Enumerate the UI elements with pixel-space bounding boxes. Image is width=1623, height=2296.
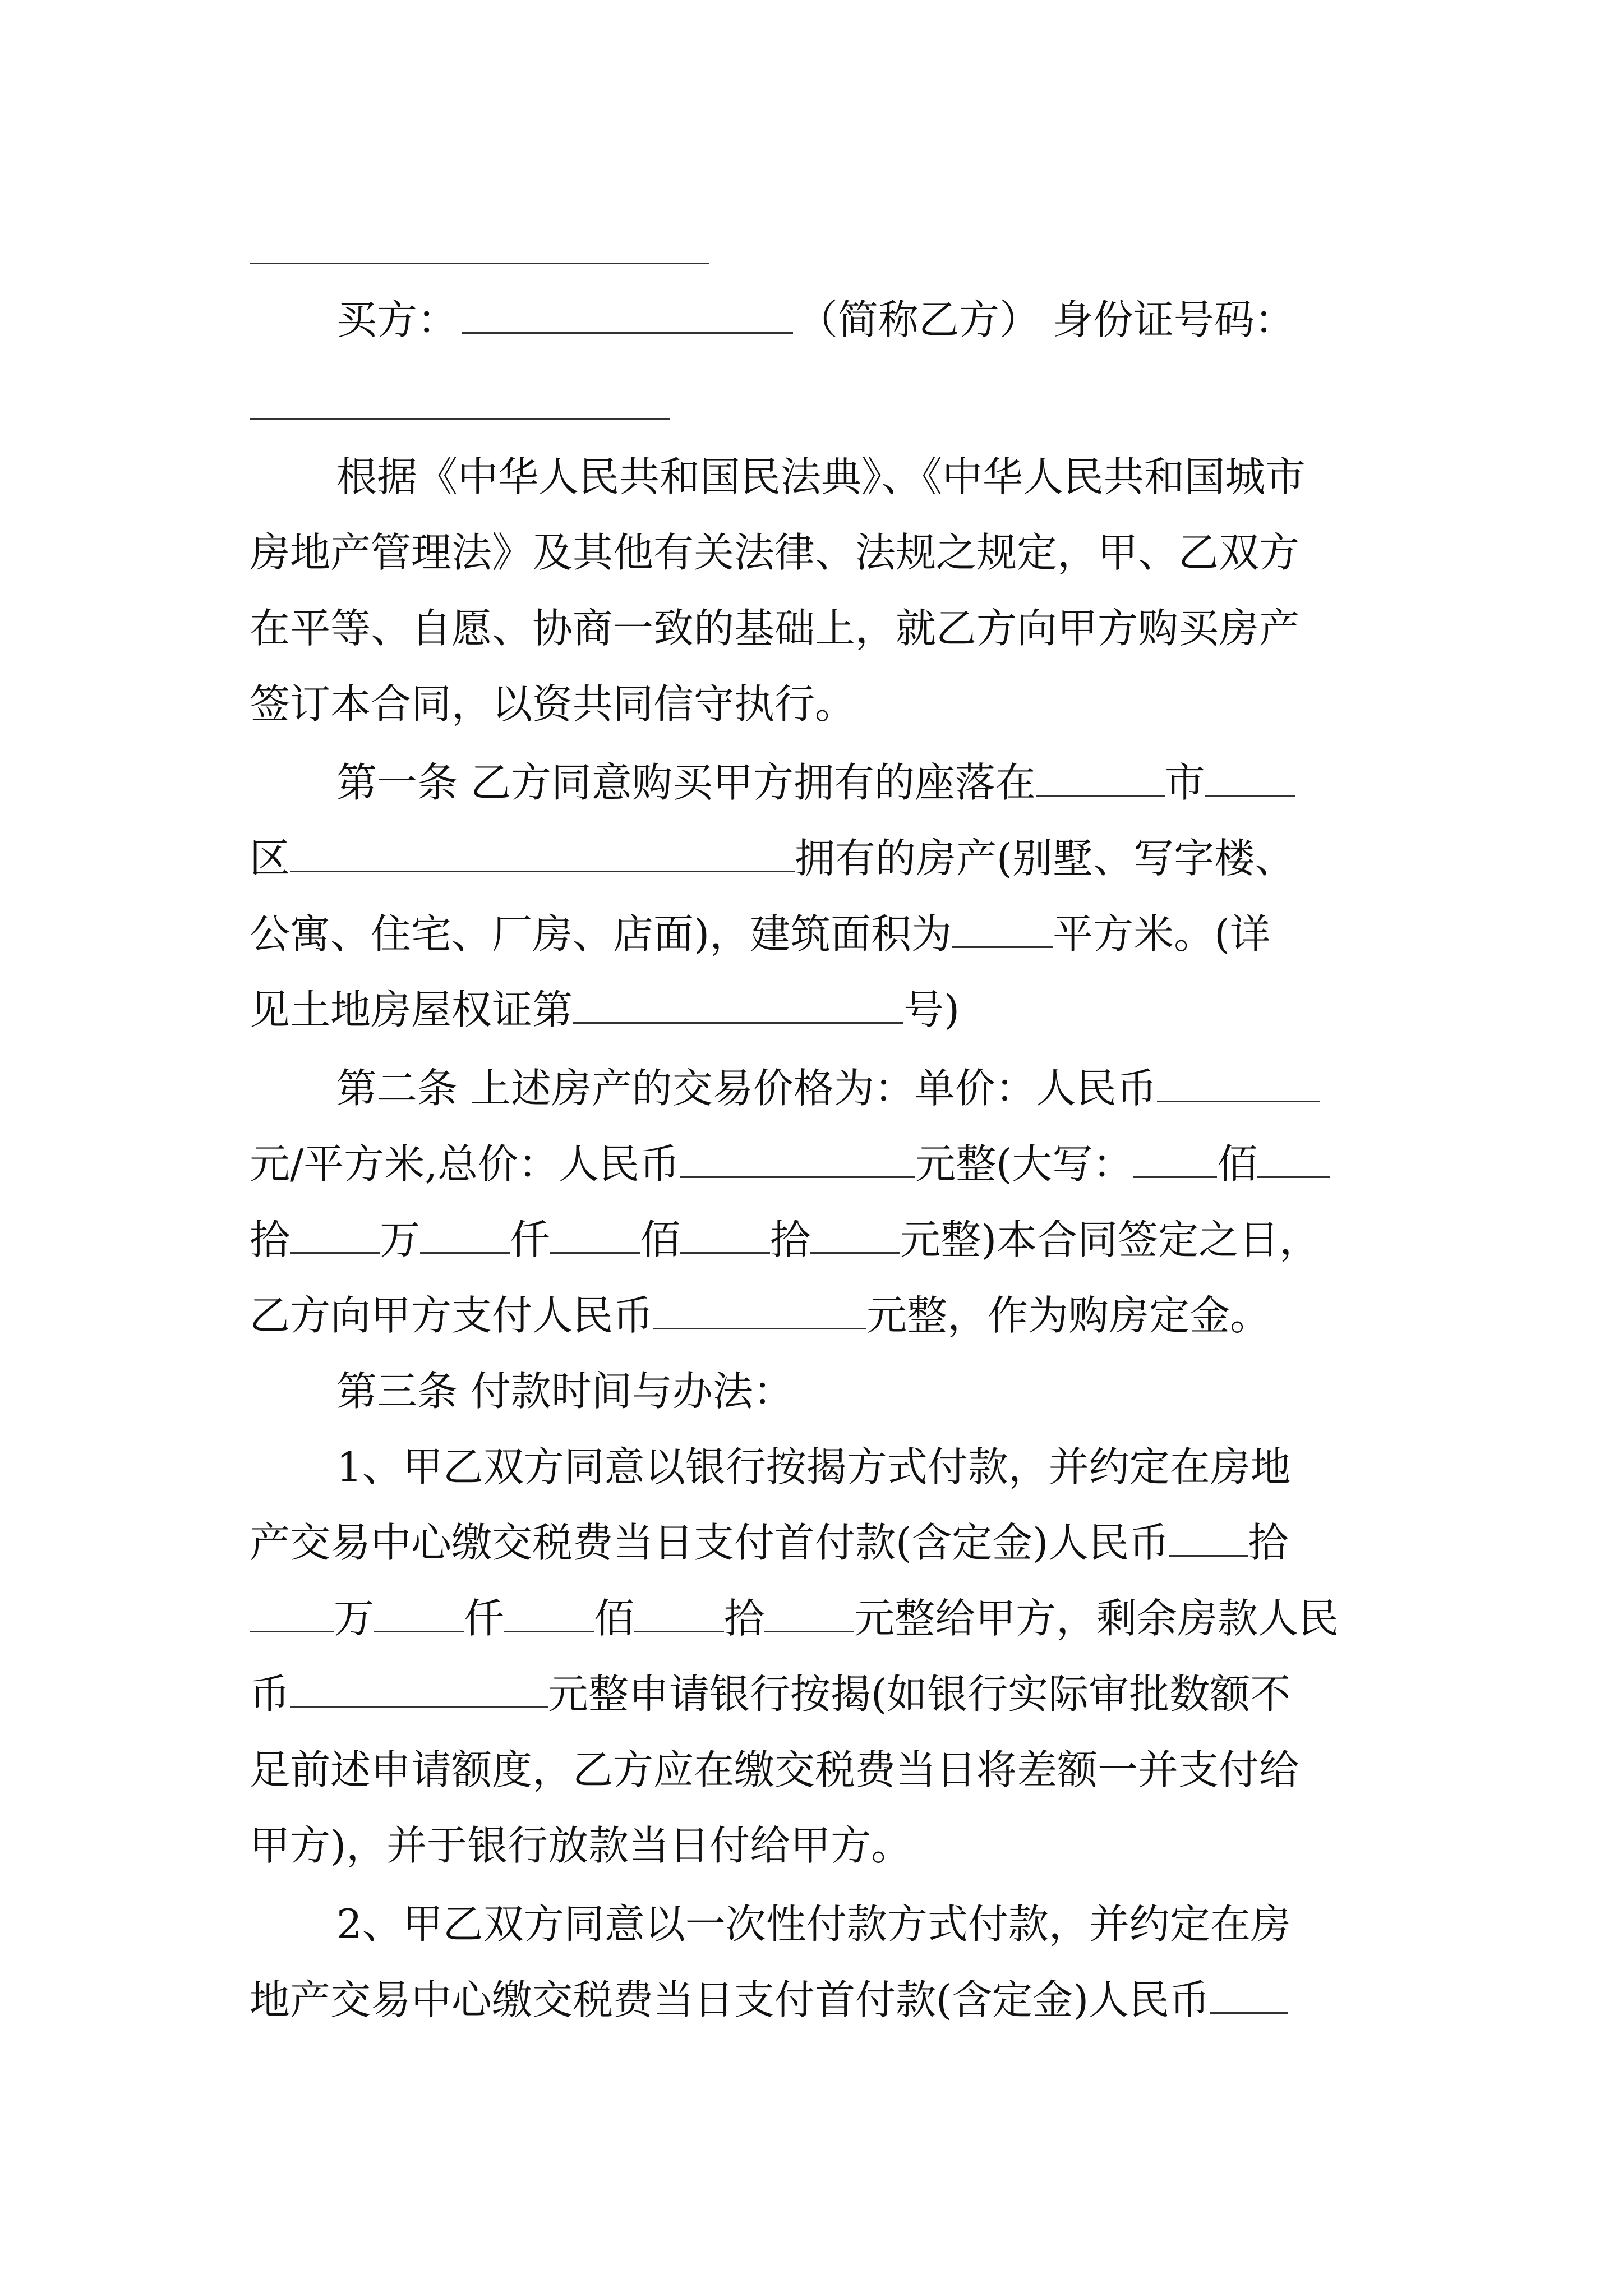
article3-title: 第三条 付款时间与办法：: [336, 1368, 794, 1415]
article1-text-city: 市: [1164, 759, 1205, 806]
article2-text-b: 元/平方米,总价：人民币: [250, 1140, 680, 1188]
article3-text-a: 产交易中心缴交税费当日支付首付款(含定金)人民币: [250, 1519, 1170, 1566]
article3-p1-line-1: 1、甲乙双方同意以银行按揭方式付款，并约定在房地: [336, 1443, 1291, 1490]
article1-text-e: 见土地房屋权证第: [250, 986, 573, 1033]
article1-line-4: [250, 982, 1623, 1038]
loan-amount-blank: [290, 1669, 548, 1708]
article3-p1-line-3: [250, 1590, 1623, 1646]
amount-blank: [634, 1594, 724, 1632]
article3-unit: 佰: [594, 1595, 635, 1642]
buyer-label: 买方：: [336, 296, 458, 343]
article1-text-c: 公寓、住宅、厂房、店面)，建筑面积为: [250, 910, 952, 958]
preamble-line-2: 房地产管理法》及其他有关法律、法规之规定，甲、乙双方: [250, 529, 1300, 576]
article3-p1-line-2: [250, 1515, 1623, 1571]
article2-text-d: 佰: [1217, 1140, 1258, 1188]
article2-unit: 万: [380, 1216, 421, 1263]
amount-blank: [680, 1215, 770, 1254]
amount-blank: [1133, 1139, 1217, 1178]
preamble-line-4: 签订本合同，以资共同信守执行。: [250, 680, 856, 728]
article1-text-district: 区: [250, 835, 291, 882]
amount-blank: [250, 1594, 334, 1632]
article1-line-2: [250, 830, 1623, 886]
total-price-blank: [680, 1139, 915, 1178]
article3-unit: 拾: [1248, 1519, 1289, 1566]
article3-unit: 拾: [724, 1595, 765, 1642]
article3-text-c: 币: [250, 1671, 291, 1718]
article2-text-f: 乙方向甲方支付人民币: [250, 1292, 654, 1339]
buyer-line: [336, 292, 1623, 348]
amount-blank: [1210, 1975, 1288, 2014]
article3-p2-line-1: 2、甲乙双方同意以一次性付款方式付款，并约定在房: [336, 1901, 1291, 1948]
article2-text-g: 元整，作为购房定金。: [866, 1292, 1271, 1339]
article2-unit: 拾: [250, 1216, 291, 1263]
address-blank: [290, 834, 795, 872]
article3-unit: 仟: [464, 1595, 505, 1642]
article2-line-1: [336, 1060, 1623, 1116]
article2-text-c: 元整(大写：: [915, 1140, 1133, 1188]
article2-line-4: [250, 1287, 1623, 1343]
article1-line-3: [250, 906, 1623, 962]
article1-text-a: 第一条 乙方同意购买甲方拥有的座落在: [336, 759, 1036, 806]
article2-line-2: [250, 1136, 1623, 1192]
certificate-number-blank: [573, 985, 903, 1024]
unit-price-blank: [1157, 1064, 1320, 1102]
amount-blank: [550, 1215, 640, 1254]
article3-p1-line-4: [250, 1666, 1623, 1722]
article3-text-b: 元整给甲方，剩余房款人民: [854, 1595, 1339, 1642]
article1-text-d: 平方米。(详: [1053, 910, 1271, 958]
article2-unit: 仟: [510, 1216, 551, 1263]
article3-text-d: 元整申请银行按揭(如银行实际审批数额不: [548, 1671, 1291, 1718]
seller-id-blank-line: [250, 263, 709, 264]
article2-unit: 拾: [770, 1216, 811, 1263]
article1-line-1: [336, 754, 1623, 811]
deposit-blank: [653, 1291, 866, 1329]
buyer-name-blank: [462, 295, 793, 334]
amount-blank: [1169, 1518, 1248, 1557]
article3-p1-line-6: 甲方)，并于银行放款当日付给甲方。: [250, 1822, 912, 1869]
article1-text-b: 拥有的房产(别墅、写字楼、: [795, 835, 1295, 882]
article1-text-f: 号): [903, 986, 960, 1033]
amount-blank: [764, 1594, 854, 1632]
buyer-id-blank-line: [250, 418, 670, 420]
article3-unit: 万: [334, 1595, 375, 1642]
article3-p2-line-2: [250, 1972, 1623, 2028]
article3-p1-line-5: 足前述申请额度，乙方应在缴交税费当日将差额一并支付给: [250, 1746, 1300, 1793]
amount-blank: [290, 1215, 380, 1254]
amount-blank: [810, 1215, 900, 1254]
preamble-line-3: 在平等、自愿、协商一致的基础上，就乙方向甲方购买房产: [250, 605, 1300, 652]
amount-blank: [374, 1594, 464, 1632]
amount-blank: [504, 1594, 594, 1632]
article2-text-a: 第二条 上述房产的交易价格为：单价：人民币: [336, 1065, 1157, 1112]
article2-text-e: 元整)本合同签定之日，: [900, 1216, 1320, 1263]
area-blank: [952, 909, 1053, 948]
amount-blank: [420, 1215, 510, 1254]
article3-text-e: 地产交易中心缴交税费当日支付首付款(含定金)人民币: [250, 1976, 1210, 2023]
buyer-suffix: （简称乙方） 身份证号码：: [797, 296, 1295, 343]
article2-unit: 佰: [640, 1216, 681, 1263]
preamble-line-1: 根据《中华人民共和国民法典》、《中华人民共和国城市: [336, 453, 1306, 500]
article2-line-3: [250, 1212, 1623, 1268]
district-blank: [1205, 758, 1295, 797]
amount-blank: [1257, 1139, 1330, 1178]
city-blank: [1036, 758, 1165, 797]
